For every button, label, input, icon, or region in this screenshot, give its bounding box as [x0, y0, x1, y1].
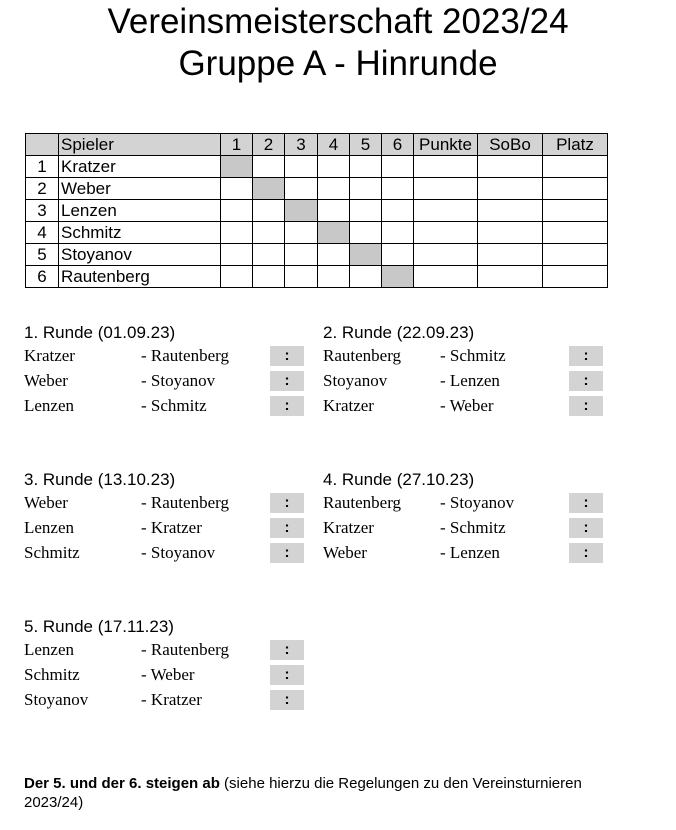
table-row: [26, 200, 608, 222]
away-player: - Weber: [440, 396, 494, 415]
result-cell: [285, 244, 318, 266]
result-cell: [382, 200, 414, 222]
game-row: [24, 639, 314, 664]
home-player: Kratzer: [323, 396, 374, 415]
result-cell-diagonal: [285, 200, 318, 222]
result-cell: [318, 156, 350, 178]
game-row: [323, 517, 613, 542]
sobo-cell: [478, 222, 543, 244]
score-field[interactable]: :: [270, 518, 304, 538]
result-cell: [318, 266, 350, 288]
result-cell-diagonal: [382, 266, 414, 288]
header-cell: [26, 134, 59, 156]
player-name: Kratzer: [59, 156, 221, 178]
away-player: - Rautenberg: [141, 493, 229, 512]
result-cell: [253, 266, 285, 288]
points-cell: [414, 222, 478, 244]
header-cell-4: 4: [318, 134, 350, 156]
rank-cell: [543, 222, 608, 244]
away-player: - Lenzen: [440, 371, 500, 390]
header-cell-1: 1: [221, 134, 253, 156]
header-cell-platz: Platz: [543, 134, 608, 156]
score-field[interactable]: :: [569, 346, 603, 366]
result-cell: [350, 200, 382, 222]
away-player: - Rautenberg: [141, 346, 229, 365]
result-cell: [221, 178, 253, 200]
home-player: Rautenberg: [323, 346, 402, 365]
round-title: 5. Runde (17.11.23): [24, 617, 174, 636]
player-name: Rautenberg: [59, 266, 221, 288]
row-number: 6: [26, 266, 59, 288]
result-cell: [382, 156, 414, 178]
result-cell: [285, 178, 318, 200]
home-player: Weber: [323, 543, 367, 562]
result-cell: [350, 178, 382, 200]
points-cell: [414, 200, 478, 222]
away-player: - Stoyanov: [141, 371, 216, 390]
row-number: 5: [26, 244, 59, 266]
home-player: Weber: [24, 493, 68, 512]
game-row: [323, 492, 613, 517]
result-cell: [382, 244, 414, 266]
score-field[interactable]: :: [569, 396, 603, 416]
row-number: 2: [26, 178, 59, 200]
result-cell: [285, 156, 318, 178]
sobo-cell: [478, 244, 543, 266]
result-cell: [221, 244, 253, 266]
result-cell: [285, 266, 318, 288]
round-3: [24, 470, 314, 567]
sobo-cell: [478, 156, 543, 178]
points-cell: [414, 178, 478, 200]
game-row: [323, 370, 613, 395]
game-row: [24, 689, 314, 714]
table-row: [26, 244, 608, 266]
home-player: Lenzen: [24, 518, 75, 537]
score-field[interactable]: :: [270, 346, 304, 366]
relegation-note-bold: Der 5. und der 6. steigen ab: [24, 775, 220, 792]
row-number: 1: [26, 156, 59, 178]
round-1: [24, 323, 314, 420]
away-player: - Stoyanov: [440, 493, 515, 512]
player-name: Weber: [59, 178, 221, 200]
points-cell: [414, 156, 478, 178]
home-player: Lenzen: [24, 640, 75, 659]
row-number: 3: [26, 200, 59, 222]
header-cell-spieler: Spieler: [59, 134, 221, 156]
score-field[interactable]: :: [270, 690, 304, 710]
result-cell: [350, 266, 382, 288]
away-player: - Weber: [141, 665, 195, 684]
home-player: Lenzen: [24, 396, 75, 415]
game-row: [24, 542, 314, 567]
result-cell-diagonal: [350, 244, 382, 266]
result-cell-diagonal: [221, 156, 253, 178]
away-player: - Schmitz: [440, 346, 506, 365]
game-row: [323, 395, 613, 420]
away-player: - Kratzer: [141, 518, 202, 537]
header-cell-2: 2: [253, 134, 285, 156]
result-cell: [253, 200, 285, 222]
home-player: Schmitz: [24, 543, 80, 562]
points-cell: [414, 244, 478, 266]
home-player: Kratzer: [323, 518, 374, 537]
away-player: - Kratzer: [141, 690, 202, 709]
result-cell-diagonal: [318, 222, 350, 244]
score-field[interactable]: :: [569, 493, 603, 513]
row-number: 4: [26, 222, 59, 244]
home-player: Schmitz: [24, 665, 80, 684]
home-player: Stoyanov: [323, 371, 388, 390]
result-cell-diagonal: [253, 178, 285, 200]
away-player: - Lenzen: [440, 543, 500, 562]
home-player: Rautenberg: [323, 493, 402, 512]
score-field[interactable]: :: [270, 396, 304, 416]
sobo-cell: [478, 178, 543, 200]
standings-table: [25, 133, 608, 288]
round-title: 4. Runde (27.10.23): [323, 470, 475, 489]
result-cell: [350, 222, 382, 244]
result-cell: [221, 200, 253, 222]
header-cell-punkte: Punkte: [414, 134, 478, 156]
home-player: Kratzer: [24, 346, 75, 365]
table-row: [26, 266, 608, 288]
round-title: 2. Runde (22.09.23): [323, 323, 475, 342]
player-name: Schmitz: [59, 222, 221, 244]
home-player: Stoyanov: [24, 690, 89, 709]
game-row: [24, 664, 314, 689]
sobo-cell: [478, 266, 543, 288]
sobo-cell: [478, 200, 543, 222]
round-4: [323, 470, 613, 567]
relegation-note: [24, 774, 644, 812]
score-field[interactable]: :: [569, 371, 603, 391]
result-cell: [253, 244, 285, 266]
player-name: Lenzen: [59, 200, 221, 222]
page-title: Vereinsmeisterschaft 2023/24: [107, 2, 569, 41]
score-field[interactable]: :: [270, 665, 304, 685]
rank-cell: [543, 244, 608, 266]
game-row: [24, 395, 314, 420]
page-subtitle: Gruppe A - Hinrunde: [178, 44, 498, 83]
score-field[interactable]: :: [270, 640, 304, 660]
score-field[interactable]: :: [569, 518, 603, 538]
round-title: 1. Runde (01.09.23): [24, 323, 176, 342]
table-row: [26, 222, 608, 244]
round-2: [323, 323, 613, 420]
score-field[interactable]: :: [569, 543, 603, 563]
score-field[interactable]: :: [270, 371, 304, 391]
rank-cell: [543, 266, 608, 288]
game-row: [323, 345, 613, 370]
result-cell: [221, 266, 253, 288]
home-player: Weber: [24, 371, 68, 390]
player-name: Stoyanov: [59, 244, 221, 266]
score-field[interactable]: :: [270, 493, 304, 513]
away-player: - Schmitz: [141, 396, 207, 415]
rank-cell: [543, 156, 608, 178]
result-cell: [221, 222, 253, 244]
header-cell-sobo: SoBo: [478, 134, 543, 156]
result-cell: [318, 200, 350, 222]
header-cell-3: 3: [285, 134, 318, 156]
game-row: [24, 517, 314, 542]
result-cell: [350, 156, 382, 178]
result-cell: [285, 222, 318, 244]
header-cell-5: 5: [350, 134, 382, 156]
round-title: 3. Runde (13.10.23): [24, 470, 176, 489]
game-row: [323, 542, 613, 567]
header-cell-6: 6: [382, 134, 414, 156]
table-header-row: [26, 134, 608, 156]
game-row: [24, 345, 314, 370]
away-player: - Schmitz: [440, 518, 506, 537]
result-cell: [382, 222, 414, 244]
result-cell: [382, 178, 414, 200]
points-cell: [414, 266, 478, 288]
rank-cell: [543, 178, 608, 200]
result-cell: [253, 156, 285, 178]
relegation-note-rest: (siehe hierzu die Regelungen zu den Vereinsturnieren 2023/24): [24, 775, 582, 811]
result-cell: [318, 244, 350, 266]
result-cell: [253, 222, 285, 244]
result-cell: [318, 178, 350, 200]
rank-cell: [543, 200, 608, 222]
round-5: [24, 617, 314, 714]
game-row: [24, 370, 314, 395]
table-row: [26, 156, 608, 178]
away-player: - Stoyanov: [141, 543, 216, 562]
game-row: [24, 492, 314, 517]
away-player: - Rautenberg: [141, 640, 229, 659]
score-field[interactable]: :: [270, 543, 304, 563]
table-row: [26, 178, 608, 200]
